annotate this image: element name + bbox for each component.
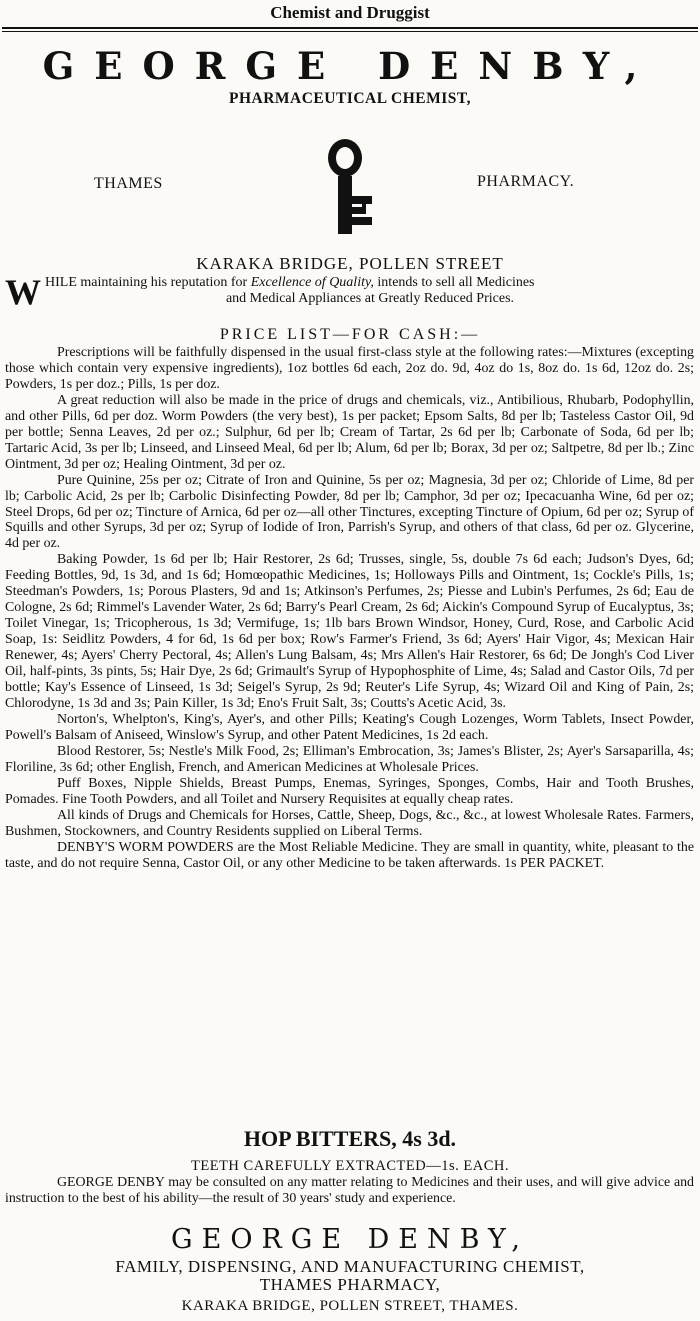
right-word: PHARMACY. xyxy=(477,173,575,190)
closing-line-1: FAMILY, DISPENSING, AND MANUFACTURING CHEMIST, xyxy=(115,1257,585,1276)
paragraph-quinine: Pure Quinine, 25s per oz; Citrate of Iron and Quinine, 5s per oz; Magnesia, 3d per oz; Chloride of Lime, 8d per lb; Carbolic Acid, 2s per lb; Carbolic Disinfecting Powder, 8d per lb; Camphor, 3d per oz; Ipecacuanha Wine, 6d per oz; Steel Drops, 6d per oz; Tincture of Arnica, 6d per oz—all other Tinctures, excepting Tincture of Opium, 6d per oz; Syrup of Squills and other Syrups, 3d per oz; Syrup of Iodide of Iron, Parrish's Syrup, and others of that class, 6d per oz. Glycerine, 4d per oz. xyxy=(5,472,694,552)
advert-title: GEORGE DENBY, xyxy=(42,44,658,88)
intro-italic: Excellence of Quality, xyxy=(250,275,374,290)
top-rule xyxy=(2,27,698,29)
paragraph-sundries: Baking Powder, 1s 6d per lb; Hair Restorer, 2s 6d; Trusses, single, 5s, double 7s 6d each; Judson's Dyes, 6d; Feeding Bottles, 9d, 1s 3d, and 1s 6d; Homœopathic Medicines, 1s; Holloways Pills and Ointment, 1s; Cockle's Pills, 1s; Steedman's Powders, 1s; Porous Plasters, 9d and 1s; Atkinson's Perfumes, 2s; Piesse and Lubin's Perfumes, 2s 6d; Eau de Cologne, 2s 6d; Rimmel's Lavender Water, 2s 6d; Barry's Pearl Cream, 2s 6d; Aickin's Compound Syrup of Eucalyptus, 3s; Toilet Vinegar, 1s; Tricopherous, 1s 3d; Vermifuge, 1s; 1lb bars Brown Windsor, Honey, Curd, Rose, and Carbolic Acid Soap, 1s: Seidlitz Powders, 4 for 6d, 1s 6d per box; Row's Farmer's Friend, 3s 6d; Ayers' Hair Vigor, 4s; Mexican Hair Renewer, 4s; Ayers' Cherry Pectoral, 4s; Allen's Lung Balsam, 4s; Mrs Allen's Hair Restorer, 6s 6d; De Jongh's Cod Liver Oil, half-pints, 3s pints, 5s; Hair Dye, 2s 6d; Grimault's Syrup of Hypophosphite of Lime, 4s; Salad and Castor Oils, 7d per bottle; Kay's Essence of Linseed, 1s 3d; Seigel's Syrup, 2s 9d; Reuter's Life Syrup, 4s; Wizard Oil and King of Pain, 2s; Chlorodyne, 1s 3d and 3s; Pain Killer, 1s 3d; Eno's Fruit Salt, 3s; Coutts's Acetic Acid, 3s. xyxy=(5,552,694,711)
consultation-text: GEORGE DENBY may be consulted on any matter relating to Medicines and their uses, and will give advice and instruction to the best of his ability—the result of 30 years' study and experience. xyxy=(5,1175,694,1206)
intro-line-2: and Medical Appliances at Greatly Reduced Prices. xyxy=(225,291,515,306)
profession: PHARMACEUTICAL CHEMIST, xyxy=(228,90,471,107)
closing-line-2: THAMES PHARMACY, xyxy=(259,1275,441,1294)
consultation-paragraph xyxy=(5,1175,694,1207)
paragraph-drugs: A great reduction will also be made in the price of drugs and chemicals, viz., Antibilious, Rhubarb, Podophyllin, and other Pills, 6d per doz. Worm Powders (the very best), 1s per packet; Epsom Salts, 8d per lb; Tasteless Castor Oil, 9d per bottle; Senna Leaves, 2d per oz.; Sulphur, 6d per lb; Cream of Tartar, 2s 6d per lb; Carbonate of Soda, 6d per lb; Tartaric Acid, 3s per lb; Linseed, and Linseed Meal, 6d per lb; Alum, 6d per lb; Borax, 3d per oz; Saltpetre, 8d per lb.; Zinc Ointment, 3d per oz; Healing Ointment, 3d per oz. xyxy=(5,392,694,472)
key-icon xyxy=(318,136,378,236)
paragraph-livestock: All kinds of Drugs and Chemicals for Horses, Cattle, Sheep, Dogs, &c., &c., at lowest Wholesale Rates. Farmers, Bushmen, Stockowners, and Country Residents supplied on Liberal Terms. xyxy=(5,807,694,839)
left-word: THAMES xyxy=(94,175,163,192)
teeth-heading: TEETH CAREFULLY EXTRACTED—1s. EACH. xyxy=(191,1158,509,1174)
price-list-heading: PRICE LIST—FOR CASH:— xyxy=(219,326,481,343)
closing-line-3: KARAKA BRIDGE, POLLEN STREET, THAMES. xyxy=(181,1298,519,1314)
running-head: Chemist and Druggist xyxy=(270,3,430,22)
closing-name: GEORGE DENBY, xyxy=(171,1224,529,1255)
intro-paragraph xyxy=(5,272,695,312)
paragraph-prescriptions: Prescriptions will be faithfully dispensed in the usual first-class style at the following rates:—Mixtures (excepting those which contain very expensive ingredients), 1oz bottles 6d each, 2oz do. 9d, 4oz do 1s, 8oz do. 1s 6d, 12oz do. 2s; Powders, 1s per doz.; Pills, 1s per doz. xyxy=(5,345,694,392)
paragraph-toilet: Puff Boxes, Nipple Shields, Breast Pumps, Enemas, Syringes, Sponges, Combs, Hair and Tooth Brushes, Pomades. Fine Tooth Powders, and all Toilet and Nursery Requisites at equally cheap rates. xyxy=(5,775,694,807)
paragraph-restorer: Blood Restorer, 5s; Nestle's Milk Food, 2s; Elliman's Embrocation, 3s; James's Blister, 2s; Ayer's Sarsaparilla, 4s; Floriline, 3s 6d; other English, French, and American Medicines at Wholesale Prices. xyxy=(5,743,694,775)
price-list-body xyxy=(5,345,694,871)
address-heading: KARAKA BRIDGE, POLLEN STREET xyxy=(196,254,504,273)
top-rule-thin xyxy=(2,31,698,32)
paragraph-pills: Norton's, Whelpton's, King's, Ayer's, and other Pills; Keating's Cough Lozenges, Worm Tablets, Insect Powder, Powell's Balsam of Aniseed, Winslow's Syrup, and other Patent Medicines, 1s 2d each. xyxy=(5,711,694,743)
intro-text-b: intends to sell all Medicines xyxy=(373,275,535,290)
intro-line-1 xyxy=(5,275,695,291)
hop-bitters-heading: HOP BITTERS, 4s 3d. xyxy=(243,1126,457,1151)
paragraph-worm-powders: DENBY'S WORM POWDERS are the Most Reliable Medicine. They are small in quantity, white, pleasant to the taste, and do not require Senna, Castor Oil, or any other Medicine to be taken afterwards. 1s PER PACKET. xyxy=(5,839,694,871)
drop-cap: W xyxy=(5,272,41,312)
intro-text-a: HILE maintaining his reputation for xyxy=(45,275,251,290)
